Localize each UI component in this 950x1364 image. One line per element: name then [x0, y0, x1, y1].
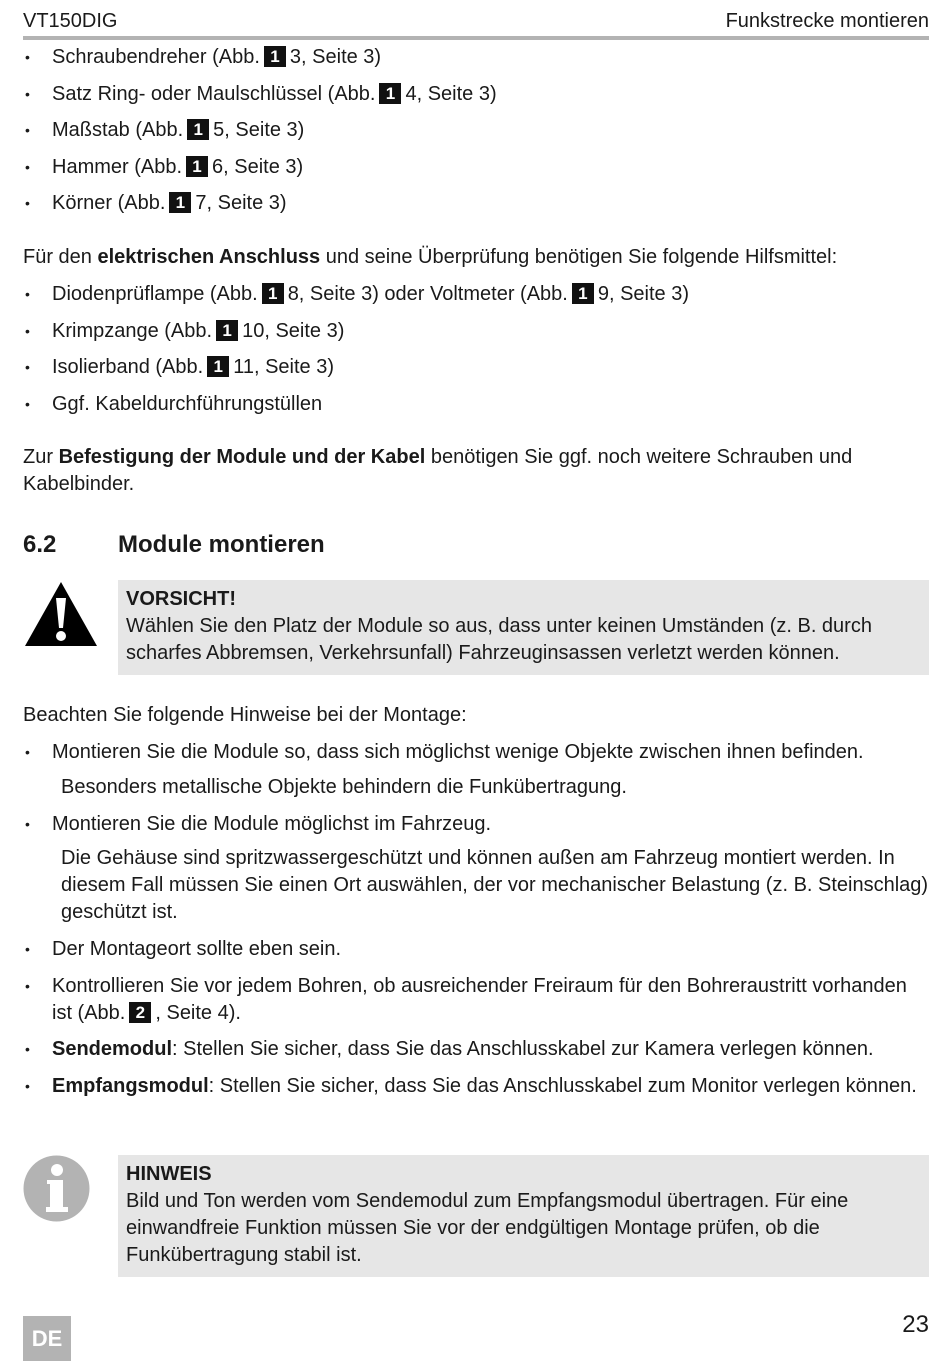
list-item: • Ggf. Kabeldurchführungstüllen [23, 391, 929, 418]
list-item: • Hammer (Abb. 1 6, Seite 3) [23, 154, 929, 181]
warning-triangle-icon [23, 580, 99, 648]
header-chapter: Funkstrecke montieren [725, 10, 929, 32]
note-title: HINWEIS [126, 1163, 212, 1185]
caution-box [118, 580, 929, 675]
list-item: • Sendemodul: Stellen Sie sicher, dass Sie das Anschlusskabel zur Kamera verlegen können. [23, 1036, 929, 1063]
hint-detail: Besonders metallische Objekte behindern die Funkübertragung. [61, 775, 627, 798]
note-box [118, 1155, 929, 1277]
figure-ref: 1 [186, 156, 208, 177]
hint-detail: Die Gehäuse sind spritzwassergeschützt und können außen am Fahrzeug montiert werden. In diesem Fall müssen Sie einen Ort auswählen, der vor mechanischer Belastung (z. B. Steinschlag) geschützt ist. [61, 847, 929, 923]
list-item: • Empfangsmodul: Stellen Sie sicher, dass Sie das Anschlusskabel zum Monitor verlegen können. [23, 1073, 929, 1100]
list-item: • Montieren Sie die Module möglichst im Fahrzeug. [23, 811, 929, 838]
electrical-block [23, 244, 929, 427]
list-item: • Isolierband (Abb. 1 11, Seite 3) [23, 354, 929, 381]
electrical-intro: Für den elektrischen Anschluss und seine Überprüfung benötigen Sie folgende Hilfsmittel: [23, 246, 838, 268]
language-badge: DE [23, 1316, 71, 1361]
list-item: • Schraubendreher (Abb. 1 3, Seite 3) [23, 44, 929, 71]
figure-ref: 1 [169, 192, 191, 213]
note-text: Bild und Ton werden vom Sendemodul zum Empfangsmodul übertragen. Für eine einwandfreie Funktion müssen Sie vor der endgültigen Montage prüfen, ob die Funkübertragung stabil ist. [126, 1190, 849, 1266]
list-item: • Montieren Sie die Module so, dass sich möglichst wenige Objekte zwischen ihnen befinden. [23, 739, 929, 766]
caution-title: VORSICHT! [126, 588, 236, 610]
list-item: • Körner (Abb. 1 7, Seite 3) [23, 190, 929, 217]
page-header [23, 6, 929, 40]
list-item: • Kontrollieren Sie vor jedem Bohren, ob ausreichender Freiraum für den Bohreraustritt vorhanden ist (Abb. 2 , Seite 4). [23, 973, 929, 1027]
list-item: • Satz Ring- oder Maulschlüssel (Abb. 1 4, Seite 3) [23, 81, 929, 108]
figure-ref: 1 [379, 83, 401, 104]
page-number: 23 [902, 1311, 929, 1338]
hints-block [23, 702, 929, 1109]
section-title: Module montieren [118, 531, 325, 558]
list-item: • Maßstab (Abb. 1 5, Seite 3) [23, 117, 929, 144]
figure-ref: 1 [216, 320, 238, 341]
list-item: • Diodenprüflampe (Abb. 1 8, Seite 3) oder Voltmeter (Abb. 1 9, Seite 3) [23, 281, 929, 308]
list-item: • Der Montageort sollte eben sein. [23, 936, 929, 963]
fixing-paragraph: Zur Befestigung der Module und der Kabel benötigen Sie ggf. noch weitere Schrauben und Kabelbinder. [23, 446, 853, 495]
figure-ref: 1 [264, 46, 286, 67]
tools-list [23, 44, 929, 217]
header-model: VT150DIG [23, 10, 118, 32]
hints-intro: Beachten Sie folgende Hinweise bei der Montage: [23, 704, 467, 726]
figure-ref: 1 [262, 283, 284, 304]
figure-ref: 1 [187, 119, 209, 140]
electrical-list [23, 281, 929, 418]
figure-ref: 2 [129, 1002, 151, 1023]
info-icon [23, 1155, 90, 1222]
tools-list-block [23, 44, 929, 227]
figure-ref: 1 [572, 283, 594, 304]
list-item: • Krimpzange (Abb. 1 10, Seite 3) [23, 318, 929, 345]
caution-text: Wählen Sie den Platz der Module so aus, dass unter keinen Umständen (z. B. durch scharfes Abbremsen, Verkehrsunfall) Fahrzeuginsassen verletzt werden können. [126, 615, 872, 664]
section-number: 6.2 [23, 531, 57, 558]
section-heading [23, 530, 325, 560]
figure-ref: 1 [207, 356, 229, 377]
hints-list [23, 739, 929, 1100]
